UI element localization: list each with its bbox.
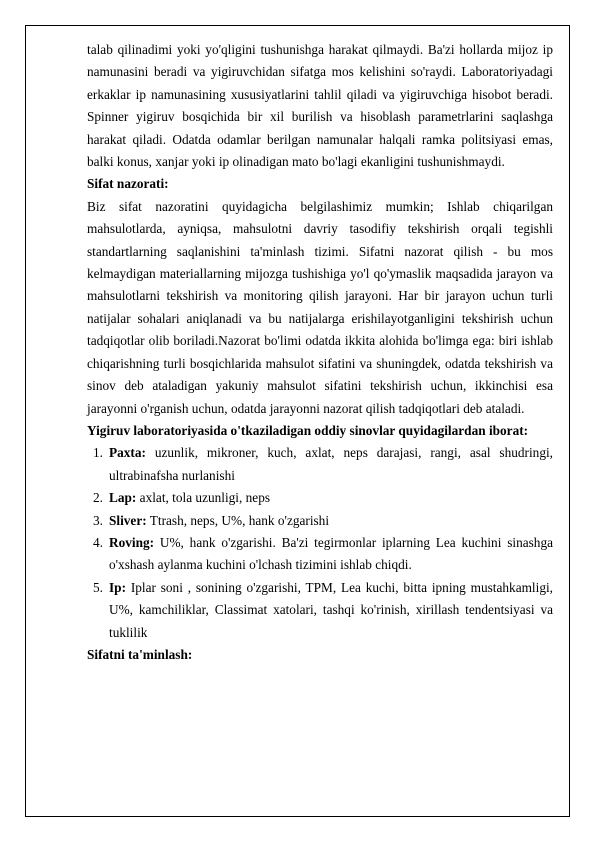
list-term: Ip: [109,579,126,595]
list-number: 3. [93,512,103,528]
quality-control-heading: Sifat nazorati: [87,176,169,192]
list-text: axlat, tola uzunligi, neps [136,490,271,506]
list-number: 5. [93,579,103,595]
list-term: Sliver: [109,512,147,528]
list-term: Roving: [109,534,155,550]
lab-tests-heading: Yigiruv laboratoriyasida o'tkaziladigan oddiy sinovlar quyidagilardan iborat: [87,422,529,438]
list-item [87,487,553,509]
list-term: Lap: [109,490,137,506]
list-item [87,532,553,577]
list-item [87,510,553,532]
list-number: 1. [93,445,103,461]
list-text: Ttrash, neps, U%, hank o'zgarishi [146,512,330,528]
list-text: U%, hank o'zgarishi. Ba'zi tegirmonlar iplarning Lea kuchini sinashga o'xshash aylanma kuchini o'lchash tizimini ishlab chiqdi. [109,534,553,573]
lab-tests-list [87,442,553,644]
document-body [87,39,553,666]
list-text: uzunlik, mikroner, kuch, axlat, neps darajasi, rangi, asal shudringi, ultrabinafsha nurlanishi [109,445,553,483]
quality-assurance-heading: Sifatni ta'minlash: [87,646,193,662]
list-item [87,442,553,487]
intro-paragraph: talab qilinadimi yoki yo'qligini tushunishga harakat qilmaydi. Ba'zi hollarda mijoz ip namunasini beradi va yigiruvchidan sifatga mos kelishini so'raydi. Laboratoriyadagi erkaklar ip namunasining xususiyatlarini tahlil qiladi va yigiruvchiga hisobot beradi. Spinner yigiruv bosqichida bir xil burilish va hisoblash parametrlarini saqlashga harakat qiladi. Odatda odamlar berilgan namunalar halqali ramka politsiyasi emas, balki konus, xanjar yoki ip olinadigan mato bo'lagi ekanligini tushunishmaydi. [87,42,553,170]
list-number: 2. [93,490,103,506]
list-term: Paxta: [109,445,146,461]
list-number: 4. [93,534,103,550]
list-item [87,577,553,644]
list-text: Iplar soni , sonining o'zgarishi, TPM, Lea kuchi, bitta ipning mustahkamligi, U%, kamchiliklar, Classimat xatolari, tashqi ko'rinish, xirillash tendentsiyasi va tuklilik [109,579,553,640]
quality-control-paragraph: Biz sifat nazoratini quyidagicha belgilashimiz mumkin; Ishlab chiqarilgan mahsulotlarda, ayniqsa, mahsulotni davriy tasodifiy tekshirish orqali tegishli standartlarning saqlanishini ta'minlash tizimi. Sifatni nazorat qilish - bu mos kelmaydigan materiallarning mijozga tushishiga yo'l qo'ymaslik maqsadida jarayon va mahsulotlarni tekshirish va monitoring qilish jarayoni. Har bir jarayon uchun turli natijalar sohalari aniqlanadi va bu natijalarga erishilayotganligini tekshirish uchun tadqiqotlar olib boriladi.Nazorat bo'limi odatda ikkita alohida bo'limga ega: biri ishlab chiqarishning turli bosqichlarida mahsulot sifatini va shuningdek, odatda tekshirish va sinov deb ataladigan yakuniy mahsulot sifatini tekshirish uchun, ikkinchisi esa jarayonni o'rganish uchun, odatda jarayonni nazorat qilish tadqiqotlari deb ataladi. [87,198,553,416]
